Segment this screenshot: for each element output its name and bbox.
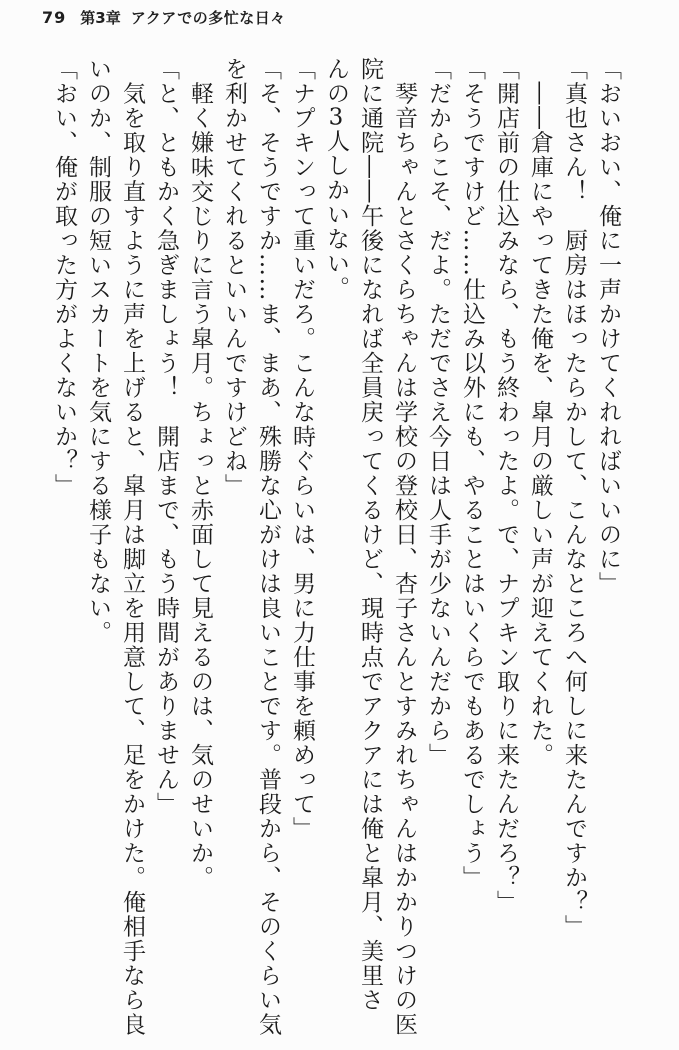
text-line: 「真也さん！ 厨房はほったらかして、こんなところへ何しに来たんですか？」 — [561, 57, 587, 939]
text-line: 「開店前の仕込みなら、もう終わったよ。で、ナプキン取りに来たんだろ？」 — [493, 57, 519, 915]
text-line: 「だからこそ、だよ。ただでさえ今日は人手が少ないんだから」 — [425, 57, 451, 768]
text-line: を利かせてくれるといいんですけどね」 — [221, 57, 247, 498]
chapter-label: 第3章 — [80, 9, 121, 27]
text-line: 軽く嫌味交じりに言う皐月。ちょっと赤面して見えるのは、気のせいか。 — [187, 57, 213, 890]
text-line: 「ナプキンって重いだろ。こんな時ぐらいは、男に力仕事を頼めって」 — [289, 57, 315, 841]
text-line: 院に通院――午後になれば全員戻ってくるけど、現時点でアクアには俺と皐月、美里さ — [357, 57, 383, 1013]
text-line: んの3人しかいない。 — [323, 57, 349, 301]
text-line: いのか、制服の短いスカートを気にする様子もない。 — [85, 57, 111, 645]
running-header — [42, 7, 286, 28]
vertical-text-body — [43, 57, 625, 1045]
text-line: 「と、ともかく急ぎましょう！ 開店まで、もう時間がありません」 — [153, 57, 179, 817]
page-number: 79 — [42, 8, 67, 27]
text-line: 「おいおい、俺に一声かけてくれればいいのに」 — [595, 57, 621, 596]
text-line: 琴音ちゃんとさくらちゃんは学校の登校日、杏子さんとすみれちゃんはかかりつけの医 — [391, 57, 417, 1037]
chapter-title: アクアでの多忙な日々 — [130, 9, 286, 27]
text-line: 「おい、俺が取った方がよくないか？」 — [51, 57, 77, 498]
text-line: 気を取り直すように声を上げると、皐月は脚立を用意して、足をかけた。俺相手なら良 — [119, 57, 145, 1037]
text-line: 「そうですけど……仕込み以外にも、やることはいくらでもあるでしょう」 — [459, 57, 485, 890]
text-line: ――倉庫にやってきた俺を、皐月の厳しい声が迎えてくれた。 — [527, 57, 553, 768]
text-line: 「そ、そうですか……ま、まあ、殊勝な心がけは良いことです。普段から、そのくらい気 — [255, 57, 281, 1037]
